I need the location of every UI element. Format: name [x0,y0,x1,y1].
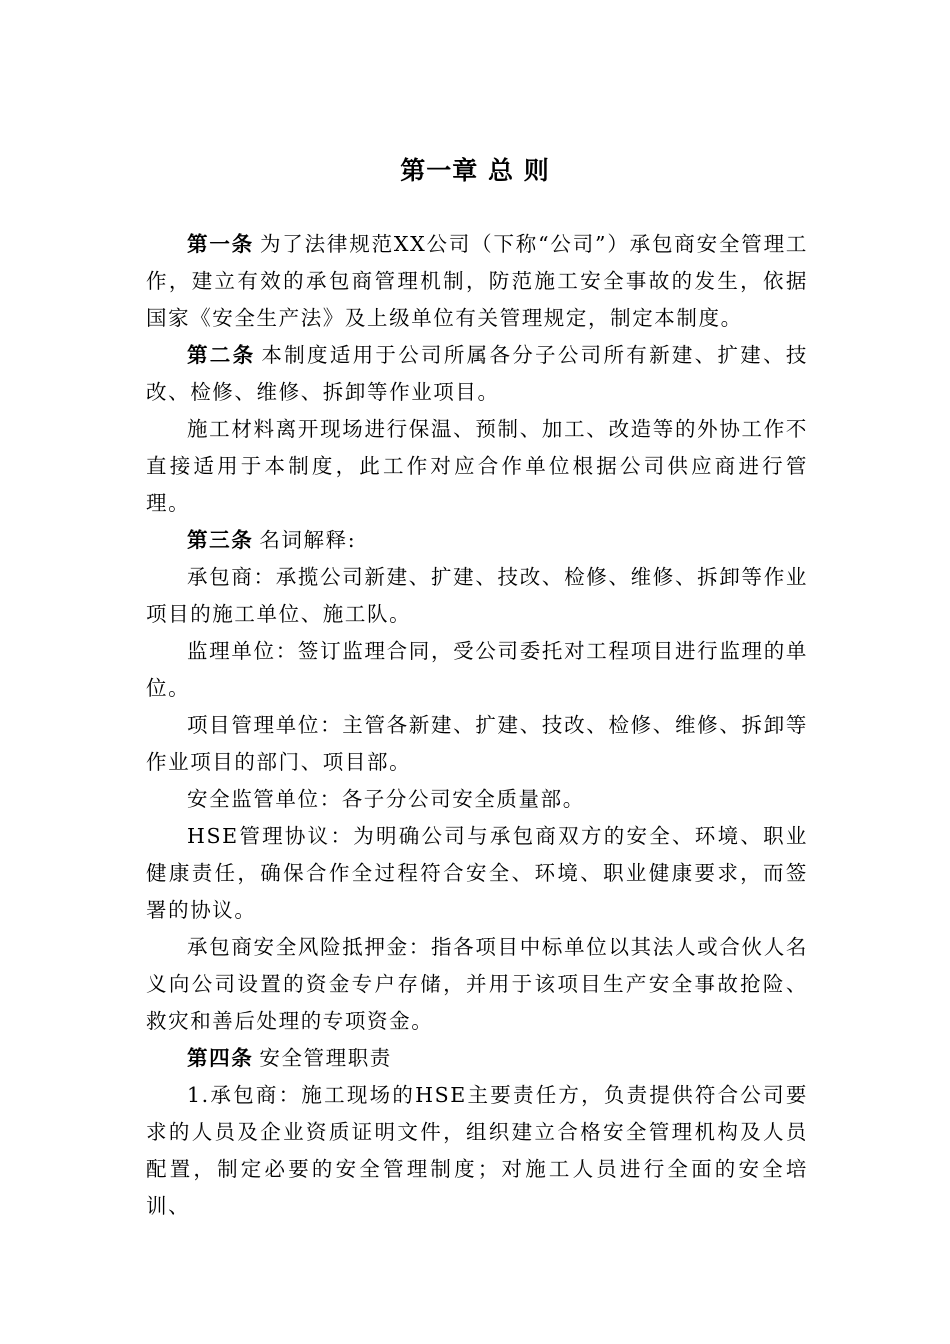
paragraph-text: 监理单位：签订监理合同，受公司委托对工程项目进行监理的单位。 [146,639,808,700]
chapter-title: 第一章 总 则 [400,156,550,185]
document-body [146,226,808,1225]
article-text: 安全管理职责 [259,1046,392,1070]
article-2 [146,337,808,411]
responsibility-contractor [146,1077,808,1225]
definition-risk-deposit [146,929,808,1040]
article-number: 第二条 [187,343,256,367]
article-4 [146,1040,808,1077]
definition-hse-agreement [146,818,808,929]
paragraph-text: 承包商安全风险抵押金：指各项目中标单位以其法人或合伙人名义向公司设置的资金专户存储，并用于该项目生产安全事故抢险、救灾和善后处理的专项资金。 [146,935,808,1033]
paragraph [146,411,808,522]
article-number: 第一条 [187,232,254,256]
definition-contractor [146,559,808,633]
article-text: 为了法律规范XX公司（下称“公司”）承包商安全管理工作，建立有效的承包商管理机制，防范施工安全事故的发生，依据国家《安全生产法》及上级单位有关管理规定，制定本制度。 [146,232,808,330]
paragraph-text: 承包商：承揽公司新建、扩建、技改、检修、维修、拆卸等作业项目的施工单位、施工队。 [146,565,808,626]
paragraph-text: 项目管理单位：主管各新建、扩建、技改、检修、维修、拆卸等作业项目的部门、项目部。 [146,713,808,774]
paragraph-text: 安全监管单位：各子分公司安全质量部。 [187,787,585,811]
article-number: 第三条 [187,528,254,552]
article-text: 名词解释: [259,528,357,552]
paragraph-text: HSE管理协议：为明确公司与承包商双方的安全、环境、职业健康责任，确保合作全过程符合安全、环境、职业健康要求，而签署的协议。 [146,824,808,922]
definition-supervisor [146,633,808,707]
article-1 [146,226,808,337]
article-number: 第四条 [187,1046,254,1070]
definition-safety-supervision [146,781,808,818]
definition-project-management [146,707,808,781]
article-text: 本制度适用于公司所属各分子公司所有新建、扩建、技改、检修、维修、拆卸等作业项目。 [146,343,808,404]
paragraph-text: 施工材料离开现场进行保温、预制、加工、改造等的外协工作不直接适用于本制度，此工作对应合作单位根据公司供应商进行管理。 [146,417,808,515]
paragraph-text: 1.承包商：施工现场的HSE主要责任方，负责提供符合公司要求的人员及企业资质证明文件，组织建立合格安全管理机构及人员配置，制定必要的安全管理制度；对施工人员进行全面的安全培训、 [146,1083,808,1218]
article-3 [146,522,808,559]
